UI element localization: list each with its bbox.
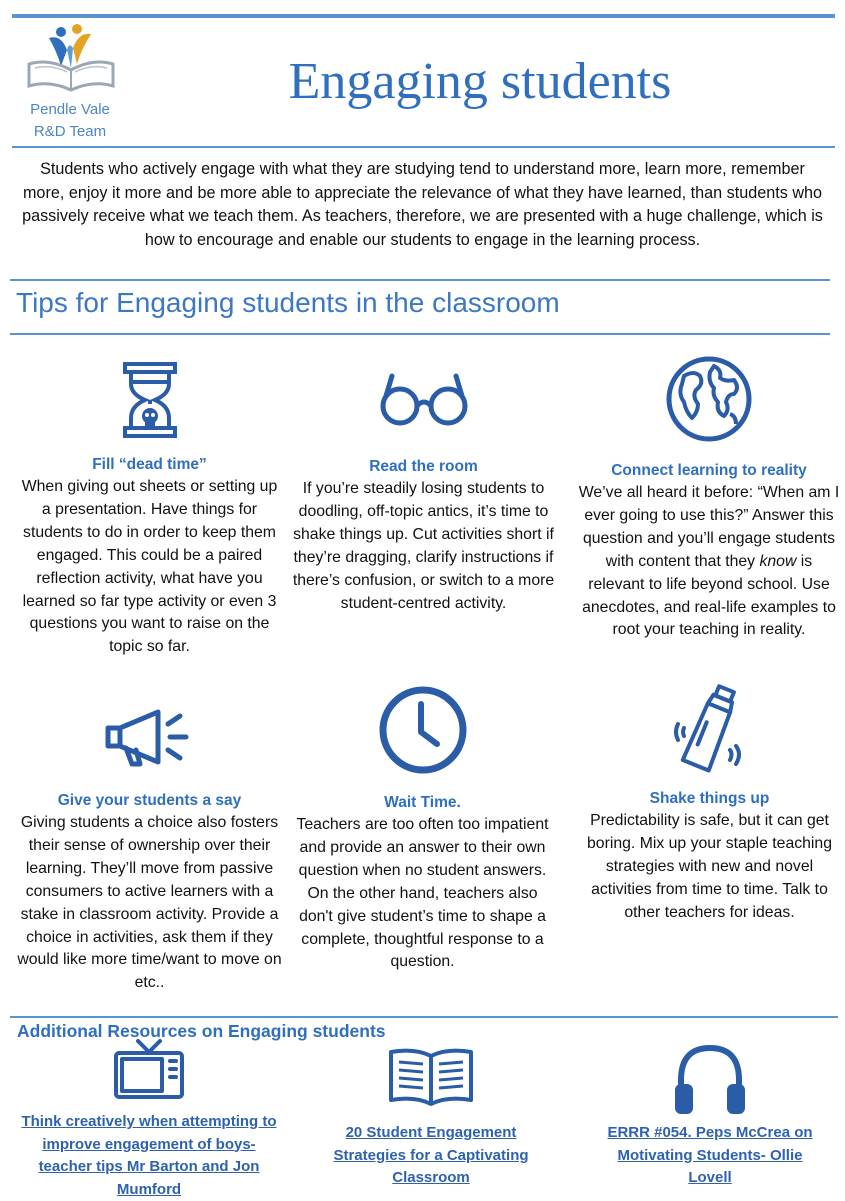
tip-body: Teachers are too often too impatient and provide an answer to their own question when no student answers. On the other hand, teachers also don't give student’s time to shape a complete, thoughtful response to a question. bbox=[296, 816, 549, 971]
tip-wait-time bbox=[290, 684, 555, 974]
hourglass-skull-icon bbox=[115, 360, 185, 440]
tip-body: Giving students a choice also fosters their sense of ownership over their learning. They’ll move from passive consumers to active learners with a stake in classroom activity. Provide a choice in activities, ask them if they would like more time/want to move on etc.. bbox=[17, 814, 282, 992]
open-book-people-logo-icon bbox=[21, 24, 121, 94]
tip-give-a-say bbox=[17, 706, 282, 995]
resources-heading: Additional Resources on Engaging students bbox=[17, 1021, 386, 1041]
resource-20-strategies bbox=[326, 1046, 536, 1190]
page-title: Engaging students bbox=[288, 53, 672, 110]
glasses-icon bbox=[378, 368, 470, 434]
tip-title: Give your students a say bbox=[57, 792, 242, 809]
clock-icon bbox=[377, 684, 469, 776]
resources-rule bbox=[10, 1016, 838, 1018]
top-rule bbox=[12, 14, 835, 18]
tip-title: Shake things up bbox=[649, 790, 770, 807]
tip-fill-dead-time bbox=[17, 360, 282, 659]
org-name-line2: R&D Team bbox=[33, 123, 107, 140]
tip-title: Read the room bbox=[369, 458, 478, 475]
tips-heading: Tips for Engaging students in the classroom bbox=[16, 287, 560, 318]
tip-read-the-room bbox=[291, 368, 556, 615]
resource-link[interactable]: ERRR #054. Peps McCrea on Motivating Students- Ollie Lovell bbox=[607, 1124, 813, 1186]
tip-body: If you’re steadily losing students to doodling, off-topic antics, it’s time to shake things up. Cut activities short if they’re dragging, clarify instructions if there’s confusion, or switch to a more student-centred activity. bbox=[292, 480, 555, 612]
headphones-icon bbox=[671, 1040, 749, 1120]
tips-rule bbox=[10, 333, 830, 335]
resource-link[interactable]: 20 Student Engagement Strategies for a Captivating Classroom bbox=[333, 1124, 529, 1186]
globe-icon bbox=[664, 354, 754, 444]
megaphone-icon bbox=[102, 706, 198, 770]
intro-paragraph: Students who actively engage with what they are studying tend to understand more, learn more, remember more, enjoy it more and be more able to appreciate the relevance of what they have learned, than students who passively receive what we teach them. As teachers, therefore, we are presented with a huge challenge, which is how to encourage and enable our students to engage in the learning process. bbox=[22, 160, 823, 250]
tip-body: When giving out sheets or setting up a presentation. Have things for students to do in order to keep them engaged. This could be a paired reflection activity, what have you learned so far type activity or even 3 questions you want to raise on the topic so far. bbox=[21, 478, 278, 656]
resource-errr-podcast bbox=[600, 1040, 820, 1190]
tip-title: Fill “dead time” bbox=[92, 456, 207, 473]
tv-icon bbox=[112, 1037, 186, 1103]
header-rule bbox=[12, 146, 835, 148]
resource-link[interactable]: Think creatively when attempting to improve engagement of boys- teacher tips Mr Barton and Jon Mumford bbox=[21, 1113, 277, 1198]
resource-boys-engagement bbox=[14, 1037, 284, 1201]
tip-title: Wait Time. bbox=[384, 794, 461, 811]
tip-title: Connect learning to reality bbox=[611, 462, 807, 479]
tip-body: Predictability is safe, but it can get boring. Mix up your staple teaching strategies with new and novel activities from time to time. Talk to other teachers for ideas. bbox=[587, 812, 832, 921]
org-name-line1: Pendle Vale bbox=[30, 101, 110, 118]
shaker-icon bbox=[670, 684, 750, 776]
open-book-icon bbox=[385, 1046, 477, 1108]
tip-connect-learning bbox=[576, 354, 842, 642]
intro-rule bbox=[10, 279, 830, 281]
tip-shake-things-up bbox=[577, 684, 842, 925]
tip-body: We’ve all heard it before: “When am I ever going to use this?” Answer this question and you’ll engage students with content that they know is relevant to life beyond school. Use anecdotes, and real-life examples to root your teaching in reality. bbox=[578, 484, 840, 639]
